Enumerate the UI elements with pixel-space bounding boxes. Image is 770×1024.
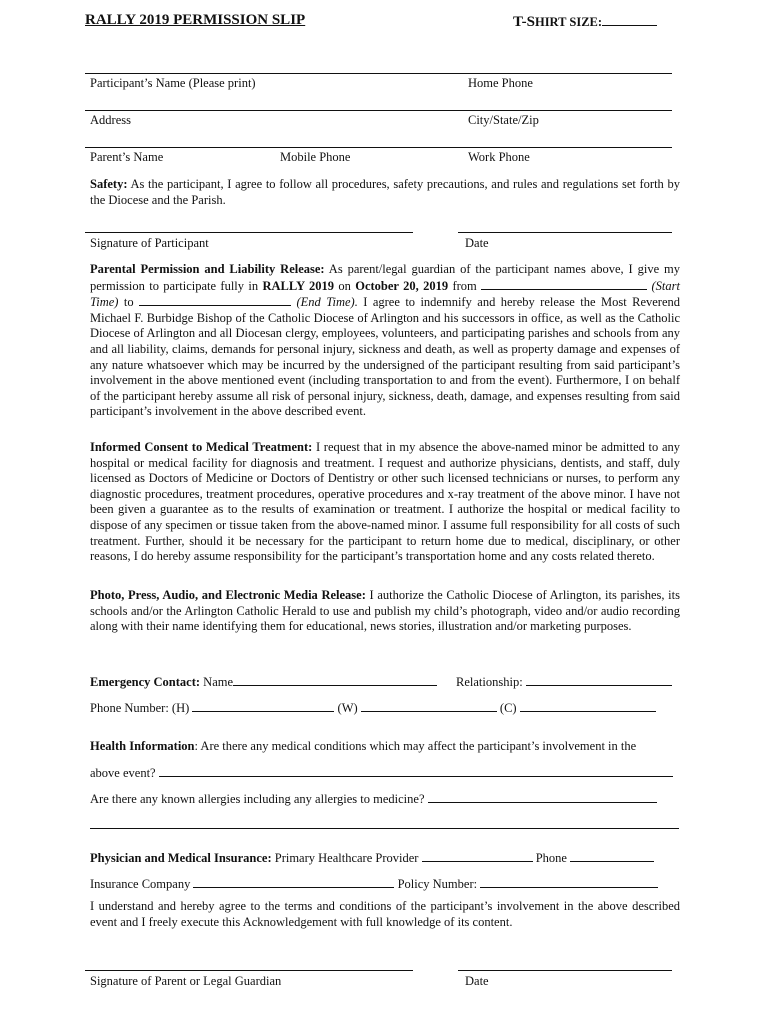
city-state-zip-label: City/State/Zip (468, 113, 539, 127)
above-event-row (90, 765, 673, 781)
health-question-row (90, 739, 636, 754)
relationship-blank[interactable] (526, 674, 672, 686)
participant-date-label: Date (465, 236, 489, 250)
participant-signature-label: Signature of Participant (90, 236, 209, 250)
liability-heading: Parental Permission and Liability Release: (90, 262, 325, 276)
provider-phone-blank[interactable] (570, 850, 654, 862)
release-text-4: I agree to indemnify and hereby release the Most Reverend Michael F. Burbidge Bishop of the Catholic Diocese of Arlington and his successors in office, as well as the Catholic Diocese of Arlington and all Diocesan clergy, employees, volunteers, and participating parishes and schools from any and all liability, claims, demands for personal injury, sickness and death, as well as property damage and expenses of any nature whatsoever which may be incurred by the undersigned of the participant resulting from said participant’s involvement in the above mentioned event (including transportation to and from the event). Furthermore, I on behalf of the participant hereby assume all risk of personal injury, sickness, death, damage, and expenses resulting from said participant’s involvement in the above described event. (90, 295, 680, 419)
tshirt-size-field[interactable] (513, 12, 657, 31)
relationship-label: Relationship: (456, 675, 523, 689)
insurance-heading: Physician and Medical Insurance: (90, 851, 272, 865)
insurance-row (90, 876, 658, 892)
participant-date-line[interactable] (458, 232, 672, 233)
event-date: October 20, 2019 (355, 278, 449, 293)
work-phone-blank[interactable] (361, 700, 497, 712)
allergies-label: Are there any known allergies including any allergies to medicine? (90, 792, 425, 806)
emergency-phone-row (90, 700, 656, 716)
participant-signature-line[interactable] (85, 232, 413, 233)
home-phone-number-label: Phone Number: (H) (90, 701, 190, 715)
health-heading: Health Information (90, 739, 195, 753)
participant-name-label: Participant’s Name (Please print) (90, 76, 256, 90)
cell-phone-blank[interactable] (520, 700, 656, 712)
event-name: RALLY 2019 (262, 278, 334, 293)
above-event-label: above event? (90, 766, 156, 780)
tshirt-label-rest: HIRT SIZE: (534, 15, 603, 29)
release-text-2: on (334, 278, 356, 293)
end-time-blank[interactable] (139, 294, 291, 306)
insurance-company-blank[interactable] (193, 876, 394, 888)
safety-heading: Safety: (90, 177, 128, 191)
release-text-1: As parent/legal guardian of the participant names above, I give my permission to participate fully in (90, 262, 680, 293)
physician-row (90, 850, 654, 866)
work-phone-label: Work Phone (468, 150, 530, 164)
medical-conditions-blank[interactable] (159, 765, 673, 777)
emergency-heading: Emergency Contact: (90, 675, 201, 689)
guardian-date-line[interactable] (458, 970, 672, 971)
consent-text: I request that in my absence the above-named minor be admitted to any hospital or medical facility for diagnosis and treatment. I request and authorize physicians, dentists, and staff, duly licensed as Doctors of Medicine or Doctors of Dentistry or other such licensed technicians or nurses, to perform any diagnostic procedures, treatment procedures, operative procedures and x-ray treatment of the above minor. I have not been given a guarantee as to the results of examination or treatment. I authorize the hospital or medical facility to dispose of any specimen or tissue taken from the above-named minor. I assume full responsibility for all costs of such treatment. Further, should it be necessary for the participant to return home due to medical, disciplinary, or other reasons, I do hereby assume responsibility for the participant’s transportation home and any costs related thereto. (90, 440, 680, 564)
guardian-signature-label: Signature of Parent or Legal Guardian (90, 974, 282, 988)
media-release-paragraph (90, 588, 680, 635)
work-phone-number-label: (W) (337, 701, 358, 715)
acknowledgement-paragraph: I understand and hereby agree to the terms and conditions of the participant’s involvement in the above described event and I freely execute this Acknowledgement with full knowledge of its content. (90, 899, 680, 929)
medical-consent-paragraph (90, 440, 680, 565)
start-time-label: (Start Time) (90, 278, 680, 310)
consent-heading: Informed Consent to Medical Treatment: (90, 440, 313, 454)
media-text: I authorize the Catholic Diocese of Arlington, its parishes, its schools and/or the Arlington Catholic Herald to use and publish my child’s photograph, video and/or audio recording along with their name identifying them for educational, news stories, illustration and/or marketing purposes. (90, 588, 680, 634)
mobile-phone-label: Mobile Phone (280, 150, 351, 164)
provider-phone-label: Phone (535, 851, 567, 865)
allergies-row (90, 791, 657, 807)
health-question: : Are there any medical conditions which may affect the participant’s involvement in the (194, 739, 637, 753)
allergies-blank[interactable] (428, 791, 657, 803)
provider-label: Primary Healthcare Provider (271, 851, 419, 865)
safety-paragraph (90, 177, 680, 208)
guardian-date-label: Date (465, 974, 489, 988)
allergies-extra-line[interactable] (90, 828, 679, 829)
parent-name-label: Parent’s Name (90, 150, 164, 164)
start-time-blank[interactable] (481, 278, 647, 290)
form-title: RALLY 2019 PERMISSION SLIP (85, 12, 306, 28)
emergency-name-label: Name (200, 675, 234, 689)
cell-phone-number-label: (C) (499, 701, 517, 715)
emergency-name-blank[interactable] (233, 674, 437, 686)
release-text-3: from (448, 278, 482, 293)
insurance-company-label: Insurance Company (90, 877, 191, 891)
address-line[interactable] (85, 110, 672, 111)
end-time-label: (End Time). (296, 295, 358, 310)
policy-number-blank[interactable] (480, 876, 658, 888)
home-phone-blank[interactable] (192, 700, 334, 712)
release-to-text: to (118, 295, 140, 310)
liability-release-paragraph (90, 262, 680, 420)
provider-blank[interactable] (422, 850, 533, 862)
participant-name-line[interactable] (85, 73, 672, 74)
home-phone-label: Home Phone (468, 76, 533, 90)
parent-name-line[interactable] (85, 147, 672, 148)
tshirt-label-initial: T-S (513, 14, 535, 30)
media-heading: Photo, Press, Audio, and Electronic Media Release: (90, 588, 366, 602)
policy-number-label: Policy Number: (397, 877, 478, 891)
relationship-field (456, 674, 672, 690)
guardian-signature-line[interactable] (85, 970, 413, 971)
tshirt-size-blank[interactable] (602, 12, 657, 26)
safety-text: As the participant, I agree to follow all procedures, safety precautions, and rules and regulations set forth by the Diocese and the Parish. (90, 177, 680, 207)
address-label: Address (90, 113, 131, 127)
emergency-contact-row (90, 674, 437, 690)
